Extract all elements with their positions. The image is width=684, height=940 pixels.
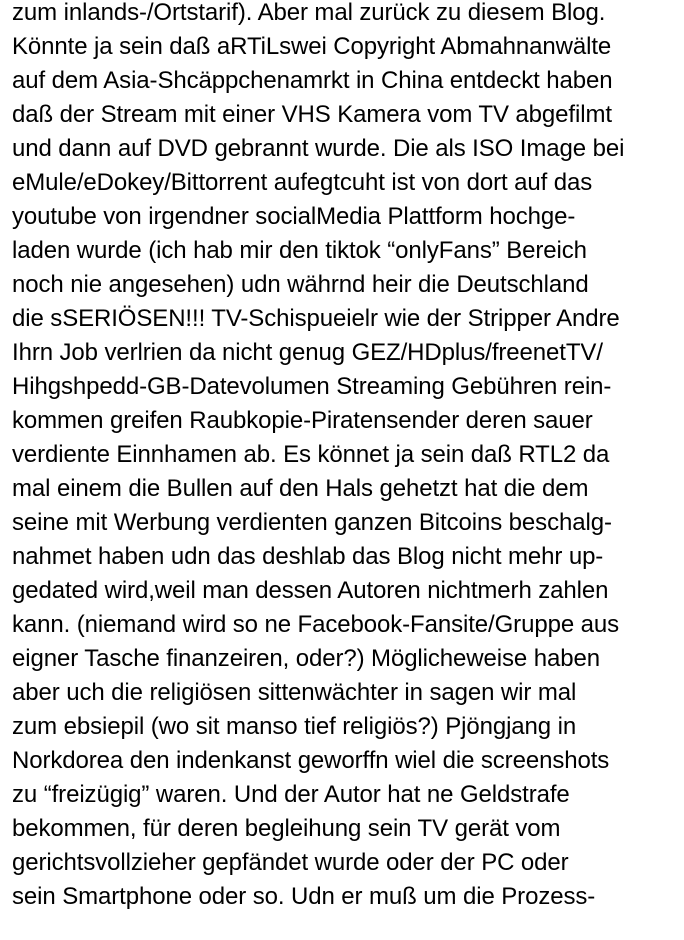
text-line: Norkdorea den indenkanst geworffn wiel die screenshots bbox=[12, 747, 610, 774]
text-line: kommen greifen Raubkopie-Piratensender deren sauer bbox=[12, 407, 593, 434]
text-line: eMule/eDokey/Bittorrent aufegtcuht ist von dort auf das bbox=[12, 169, 593, 196]
text-line: verdiente Einnhamen ab. Es könnet ja sein daß RTL2 da bbox=[12, 441, 610, 468]
text-line: laden wurde (ich hab mir den tiktok “onlyFans” Bereich bbox=[12, 237, 587, 264]
text-line: kann. (niemand wird so ne Facebook-Fansite/Gruppe aus bbox=[12, 611, 620, 638]
text-line: eigner Tasche finanzeiren, oder?) Möglicheweise haben bbox=[12, 645, 600, 672]
text-line: bekommen, für deren begleihung sein TV gerät vom bbox=[12, 815, 561, 842]
text-line: sein Smartphone oder so. Udn er muß um die Prozess- bbox=[12, 883, 596, 910]
text-line: gerichtsvollzieher gepfändet wurde oder der PC oder bbox=[12, 849, 569, 876]
text-line: mal einem die Bullen auf den Hals gehetzt hat die dem bbox=[12, 475, 589, 502]
text-line: aber uch die religiösen sittenwächter in sagen wir mal bbox=[12, 679, 577, 706]
text-line: noch nie angesehen) udn währnd heir die Deutschland bbox=[12, 271, 589, 298]
text-line: zum ebsiepil (wo sit manso tief religiös?) Pjöngjang in bbox=[12, 713, 577, 740]
text-line: Ihrn Job verlrien da nicht genug GEZ/HDplus/freenetTV/ bbox=[12, 339, 603, 366]
text-line: und dann auf DVD gebrannt wurde. Die als ISO Image bei bbox=[12, 135, 625, 162]
text-line: gedated wird,weil man dessen Autoren nichtmerh zahlen bbox=[12, 577, 609, 604]
text-line: auf dem Asia-Shcäppchenamrkt in China entdeckt haben bbox=[12, 67, 613, 94]
text-line: daß der Stream mit einer VHS Kamera vom TV abgefilmt bbox=[12, 101, 612, 128]
text-line: zum inlands-/Ortstarif). Aber mal zurück zu diesem Blog. bbox=[12, 0, 606, 26]
text-line: nahmet haben udn das deshlab das Blog nicht mehr up- bbox=[12, 543, 604, 570]
text-line: Hihgshpedd-GB-Datevolumen Streaming Gebühren rein- bbox=[12, 373, 612, 400]
text-line: die sSERIÖSEN!!! TV-Schispueielr wie der Stripper Andre bbox=[12, 305, 620, 332]
text-line: seine mit Werbung verdienten ganzen Bitcoins beschalg- bbox=[12, 509, 612, 536]
text-line: Könnte ja sein daß aRTiLswei Copyright Abmahnanwälte bbox=[12, 33, 612, 60]
text-line: youtube von irgendner socialMedia Plattform hochge- bbox=[12, 203, 576, 230]
text-line: zu “freizügig” waren. Und der Autor hat ne Geldstrafe bbox=[12, 781, 570, 808]
